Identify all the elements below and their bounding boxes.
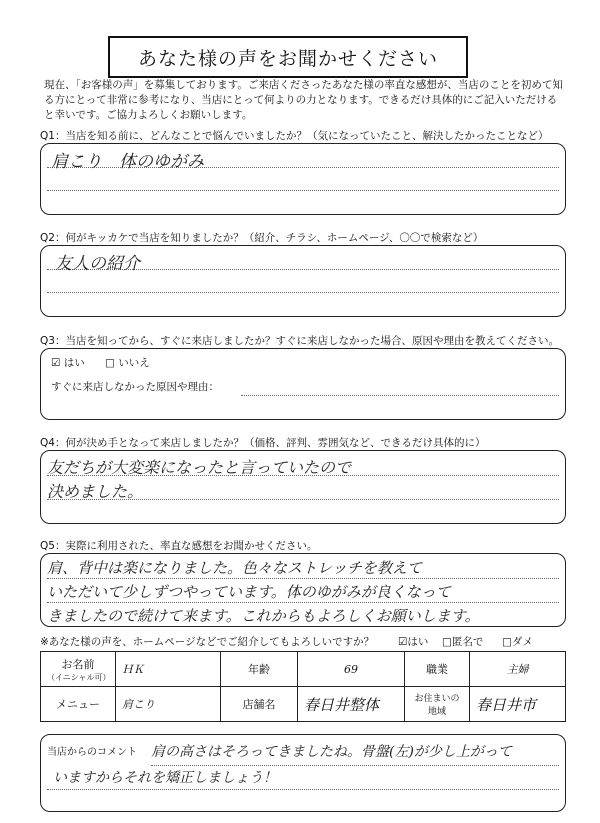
area-value[interactable]: 春日井市	[470, 687, 566, 722]
q3-no-label: いいえ	[118, 357, 150, 369]
menu-value[interactable]: 肩こり	[116, 687, 221, 722]
q5-answer-line1: 肩、背中は楽になりました。色々なストレッチを教えて	[47, 559, 422, 577]
area-label: お住まいの地域	[405, 687, 470, 722]
q5-question: Q5：実際に利用された、率直な感想をお聞かせください。	[40, 540, 318, 552]
q2-question: Q2：何がキッカケで当店を知りましたか？（紹介、チラシ、ホームページ、〇〇で検索など）	[40, 232, 484, 244]
q2-answer: 友人の紹介	[55, 254, 140, 274]
job-label: 職業	[405, 652, 470, 687]
q4-answer-line2: 決めました。	[47, 482, 144, 501]
q5-answer-line2: いただいて少しずつやっています。体のゆがみが良くなって	[47, 583, 451, 601]
job-value[interactable]: 主婦	[470, 652, 566, 687]
comment-box	[40, 734, 566, 812]
q4-question: Q4：何が決め手となって来店しましたか？（価格、評判、雰囲気など、できるだけ具体的に）	[40, 437, 486, 449]
q1-answer-box[interactable]	[40, 143, 566, 215]
consent-question: ※あなた様の声を、ホームページなどでご紹介してもよろしいですか？	[40, 636, 375, 648]
consent-yes-option[interactable]: ☑はい	[398, 636, 429, 648]
customer-info-table	[40, 651, 566, 722]
q3-question: Q3：当店を知ってから、すぐに来店しましたか？すぐに来店しなかった場合、原因や理由を教えてください。	[40, 335, 559, 347]
name-value[interactable]: ＨＫ	[116, 652, 221, 687]
q3-yes-option[interactable]: ☑ はい	[51, 357, 85, 369]
q4-answer-line1: 友だちが大変楽になったと言っていたので	[47, 458, 352, 477]
intro-text: 現在、「お客様の声」を募集しております。ご来店くださったあなた様の率直な感想が、当店のことを初めて知る方にとって非常に参考になり、当店にとって何よりの力となります。できるだけ具体的にご記入いただけると幸いです。ご協力よろしくお願いします。	[44, 79, 563, 121]
q5-answer-line3: きましたので続けて来ます。これからもよろしくお願いします。	[47, 607, 480, 625]
q1-answer: 肩こり 体のゆがみ	[51, 152, 204, 172]
q5-answer-box[interactable]	[40, 553, 566, 627]
q3-yes-label: はい	[63, 357, 85, 369]
q1-question: Q1：当店を知る前に、どんなことで悩んでいましたか？（気になっていたこと、解決したかったことなど）	[40, 130, 549, 142]
consent-anon-option[interactable]: □匿名で	[442, 636, 484, 648]
name-label: お名前	[61, 657, 95, 671]
q3-reason-label: すぐに来店しなかった原因や理由：	[51, 381, 219, 393]
comment-line1: 肩の高さはそろってきましたね。骨盤(左)が少し上がって	[151, 744, 512, 760]
name-note: （イニシャル可）	[47, 672, 111, 682]
shop-label: 店舗名	[221, 687, 298, 722]
name-label-cell	[41, 652, 116, 687]
q3-answer-box	[40, 348, 566, 420]
consent-no-option[interactable]: □ダメ	[502, 636, 533, 648]
q3-no-option[interactable]: □ いいえ	[105, 357, 150, 369]
age-value[interactable]: 69	[298, 652, 405, 687]
age-label: 年齢	[221, 652, 298, 687]
shop-value[interactable]: 春日井整体	[298, 687, 405, 722]
form-title: あなた様の声をお聞かせください	[108, 36, 468, 78]
comment-line2: いますからそれを矯正しましょう！	[53, 770, 277, 786]
q2-answer-box[interactable]	[40, 245, 566, 317]
comment-label: 当店からのコメント	[47, 747, 137, 758]
q4-answer-box[interactable]	[40, 450, 566, 524]
menu-label: メニュー	[41, 687, 116, 722]
